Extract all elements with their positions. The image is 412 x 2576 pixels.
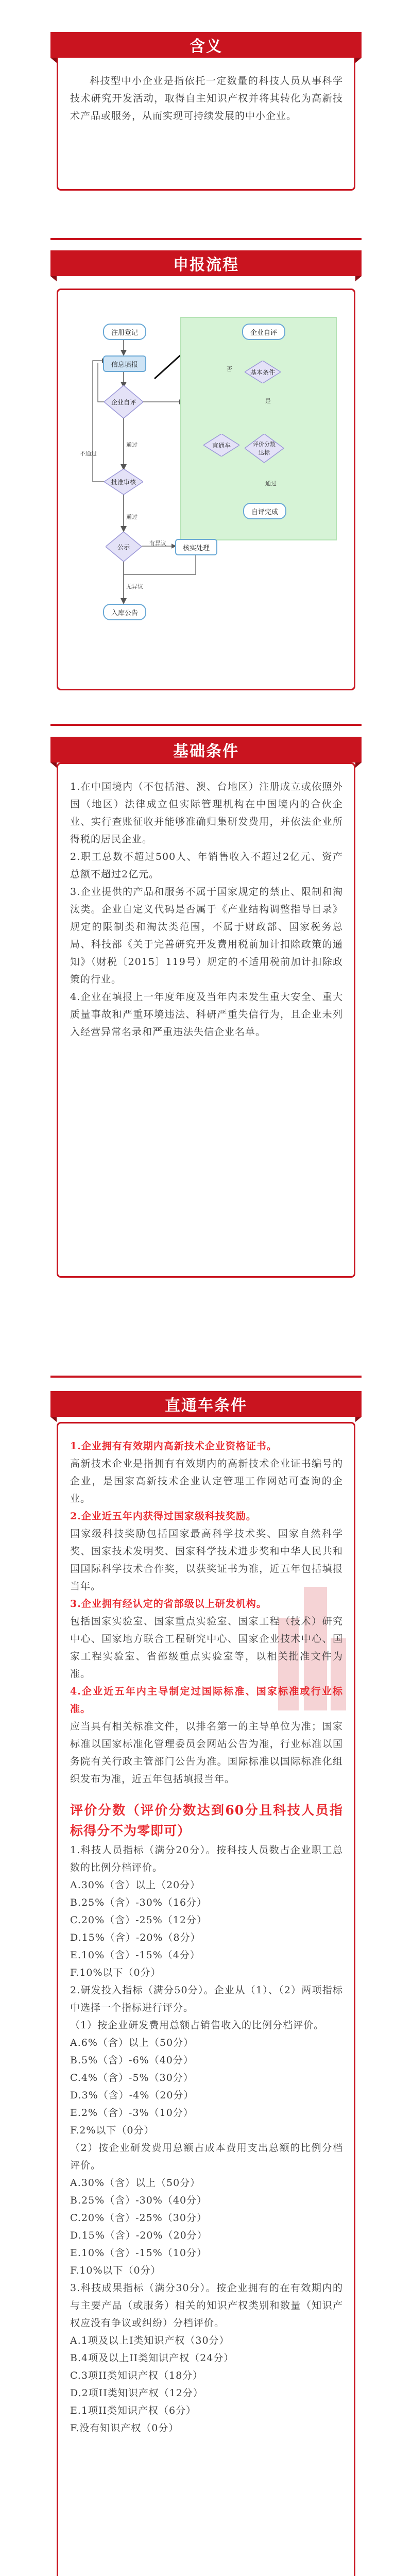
- label-ok: 通过: [265, 480, 277, 487]
- score-item: C.4%（含）-5%（30分）: [70, 2072, 194, 2083]
- basic-title: 基础条件: [173, 742, 239, 760]
- basic-item-3: 3.企业提供的产品和服务不属于国家规定的禁止、限制和淘汰类。企业自定义代码是否属于《产业结构调整指导目录》规定的限制类和淘汰类范围，不属于财政部、国家税务总局、科技部《关于完善研究开发费用税前加计扣除政策的通知》（财税〔2015〕119号）规定的不适用税前加计扣除政策的行业。: [70, 886, 343, 985]
- basic-item-4: 4.企业在填报上一年度年度及当年内未发生重大安全、重大质量事故和严重环境违法、科研严重失信行为，且企业未列入经营异常名录和严重违法失信企业名单。: [70, 991, 343, 1038]
- score-item: （2）按企业研发费用总额占成本费用支出总额的比例分档评价。: [70, 2142, 343, 2171]
- basic-divider: [50, 724, 362, 726]
- score-item: D.3%（含）-4%（20分）: [70, 2090, 194, 2101]
- score-item: E.10%（含）-15%（4分）: [70, 1950, 200, 1961]
- enter-db-node: 入库公告: [103, 604, 146, 620]
- label-pass: 通过: [126, 442, 138, 448]
- score-item: B.25%（含）-30%（40分）: [70, 2195, 208, 2206]
- direct-item-4-head: 4.企业近五年内主导制定过国际标准、国家标准或行业标准。: [70, 1686, 343, 1715]
- score-item: 1.科技人员指标（满分20分）。按科技人员数占企业职工总数的比例分档评价。: [70, 1844, 343, 1873]
- publish-label: 公示: [117, 543, 130, 551]
- basic-items: [70, 778, 343, 1041]
- direct-item-1-head: 1.企业拥有有效期内高新技术企业资格证书。: [70, 1440, 277, 1452]
- direct-item-4-text: 应当具有相关标准文件，以排名第一的主导单位为准；国家标准以国家标准化管理委员会网站公告为准，行业标准以国务院有关行政主管部门公告为准。国际标准以国际标准化组织发布为准，近五年包括填报当年。: [70, 1721, 343, 1785]
- score-item: E.10%（含）-15%（10分）: [70, 2247, 207, 2259]
- label-no: 否: [227, 366, 232, 372]
- score-item: A.6%（含）以上（50分）: [70, 2037, 194, 2048]
- direct-item-2-text: 国家级科技奖励包括国家最高科学技术奖、国家自然科学奖、国家技术发明奖、国家科学技术进步奖和中华人民共和国国际科学技术合作奖，以获奖证书为准，近五年包括填报当年。: [70, 1528, 343, 1592]
- meaning-paragraph: 科技型中小企业是指依托一定数量的科技人员从事科学技术研究开发活动，取得自主知识产权并将其转化为高新技术产品或服务，从而实现可持续发展的中小企业。: [70, 75, 343, 122]
- score-item: B.5%（含）-6%（40分）: [70, 2055, 194, 2066]
- review-label: 批准审核: [111, 478, 136, 486]
- basic-title-bar: [50, 737, 362, 762]
- meaning-title: 含义: [190, 38, 222, 56]
- flow-title: 申报流程: [173, 256, 239, 274]
- basic-cond-label: 基本条件: [250, 368, 275, 376]
- direct-diamond: [203, 434, 239, 456]
- score-item: F.2%以下（0分）: [70, 2125, 154, 2136]
- label-yes: 是: [265, 398, 271, 404]
- score-item: C.20%（含）-25%（30分）: [70, 2212, 207, 2224]
- label-pass2: 通过: [126, 514, 138, 520]
- direct-items: [70, 1437, 343, 2437]
- score-item: B.4项及以上II类知识产权（24分）: [70, 2352, 234, 2364]
- score-item: E.1项II类知识产权（6分）: [70, 2405, 197, 2416]
- verify-node: 核实处理: [175, 539, 217, 555]
- score-item: D.15%（含）-20%（20分）: [70, 2230, 208, 2241]
- score-item: 2.研发投入指标（满分50分）。企业从（1）、（2）两项指标中选择一个指标进行评分。: [70, 1985, 343, 2013]
- meaning-text: [70, 72, 343, 125]
- direct-title-bar: [50, 1391, 362, 1417]
- score-item: A.1项及以上I类知识产权（30分）: [70, 2335, 230, 2346]
- score-item: E.2%（含）-3%（10分）: [70, 2107, 194, 2119]
- direct-item-2-head: 2.企业近五年内获得过国家级科技奖励。: [70, 1511, 256, 1522]
- score-item: 3.科技成果指标（满分30分）。按企业拥有的在有效期内的与主要产品（或服务）相关的知识产权类别和数量（知识产权应没有争议或纠纷）分档评价。: [70, 2282, 343, 2329]
- score-item: F.10%以下（0分）: [70, 1967, 161, 1978]
- score-title: 评价分数（评价分数达到60分且科技人员指标得分不为零即可）: [70, 1803, 343, 1838]
- score-item: D.2项II类知识产权（12分）: [70, 2387, 203, 2399]
- register-node: 注册登记: [103, 324, 146, 340]
- score-item: （1）按企业研发费用总额占销售收入的比例分档评价。: [70, 2020, 324, 2031]
- score-item: B.25%（含）-30%（16分）: [70, 1897, 208, 1908]
- direct-item-3-head: 3.企业拥有经认定的省部级以上研发机构。: [70, 1598, 267, 1609]
- score-item: D.15%（含）-20%（8分）: [70, 1932, 201, 1943]
- score-item: A.30%（含）以上（20分）: [70, 1879, 201, 1891]
- flow-title-bar: [50, 250, 362, 276]
- score-item: F.10%以下（0分）: [70, 2265, 161, 2276]
- info-fill-node: 信息填报: [103, 355, 146, 372]
- self-done-node: 自评完成: [243, 503, 286, 519]
- review-diamond: [104, 469, 143, 495]
- score-item: F.没有知识产权（0分）: [70, 2422, 179, 2434]
- score-list: [70, 1841, 343, 2437]
- right-self-eval-node: 企业自评: [242, 324, 285, 340]
- label-fail: 不通过: [80, 450, 97, 457]
- score-item: C.20%（含）-25%（12分）: [70, 1914, 207, 1926]
- basic-item-1: 1.在中国境内（不包括港、澳、台地区）注册成立或依照外国（地区）法律成立但实际管理机构在中国境内的合伙企业、实行查账征收并能够准确归集研发费用，并依法企业所得税的居民企业。: [70, 781, 343, 845]
- self-eval-label: 企业自评: [111, 398, 136, 406]
- label-noobj: 无异议: [126, 583, 143, 590]
- direct-title: 直通车条件: [165, 1397, 247, 1415]
- direct-item-1-text: 高新技术企业是指拥有有效期内的高新技术企业证书编号的企业，是国家高新技术企业认定管理工作网站可查询的企业。: [70, 1458, 343, 1504]
- self-eval-diamond: [104, 385, 143, 418]
- flowchart: [77, 314, 345, 670]
- basic-item-2: 2.职工总数不超过500人、年销售收入不超过2亿元、资产总额不超过2亿元。: [70, 851, 343, 880]
- score-label: 评价分数达标: [253, 441, 276, 456]
- label-disagree: 有异议: [149, 540, 166, 547]
- direct-divider: [50, 1376, 362, 1378]
- score-item: C.3项II类知识产权（18分）: [70, 2370, 203, 2381]
- basic-cond-diamond: [245, 361, 281, 383]
- flow-divider: [50, 238, 362, 240]
- score-diamond: [245, 434, 284, 463]
- direct-item-3-text: 包括国家实验室、国家重点实验室、国家工程（技术）研究中心、国家地方联合工程研究中心、国家企业技术中心、国家工程实验室、省部级重点实验室等，以相关批准文件为准。: [70, 1616, 343, 1680]
- meaning-title-bar: [50, 32, 362, 58]
- direct-label: 直通车: [212, 442, 231, 449]
- publish-diamond: [106, 532, 142, 562]
- score-item: A.30%（含）以上（50分）: [70, 2177, 201, 2189]
